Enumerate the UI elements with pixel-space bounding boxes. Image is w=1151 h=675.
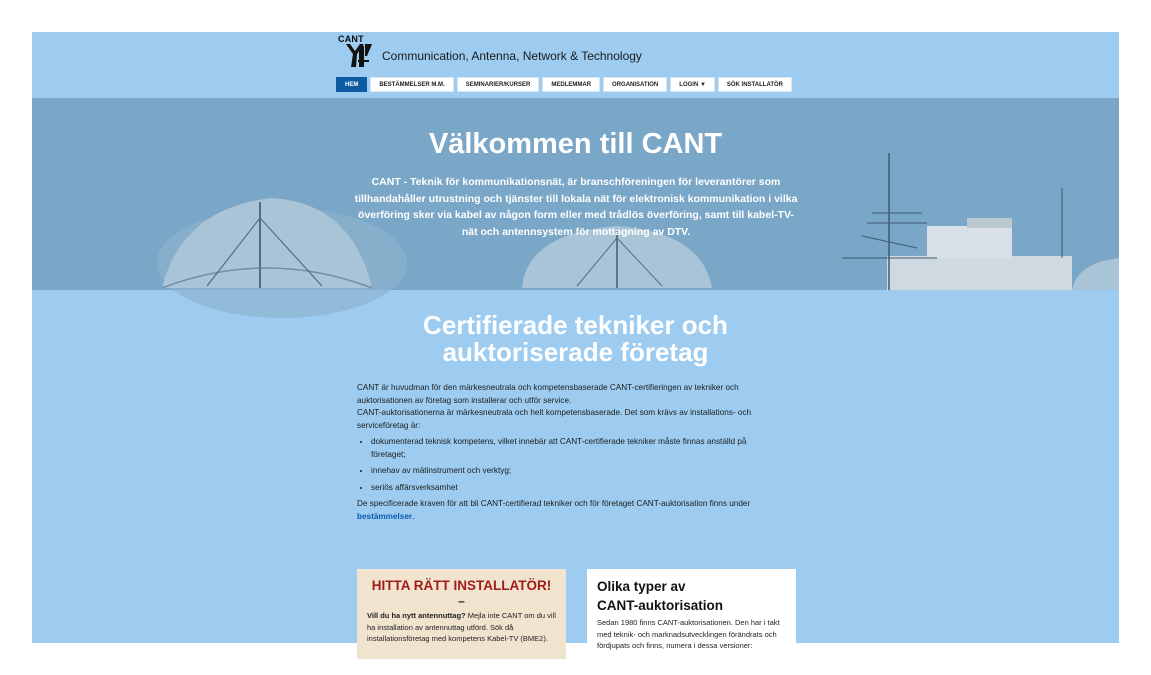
antenna-logo-icon: [338, 34, 378, 68]
auth-types-title-line2: CANT-auktorisation: [597, 598, 724, 613]
card-dash: –: [458, 594, 465, 608]
find-installer-title: HITTA RÄTT INSTALLATÖR!: [371, 578, 552, 593]
browser-viewport: [32, 32, 1119, 650]
paragraph-3: [357, 498, 777, 523]
hero-title: Välkommen till CANT: [428, 128, 723, 160]
section-title-line2: auktoriserade företag: [442, 337, 709, 367]
hero-banner: [32, 98, 1119, 290]
main-content: [32, 290, 1119, 650]
list-item: • dokumenterad teknisk kompetens, vilket innebär att CANT-certifierade tekniker måste finnas anställd på företaget;: [371, 436, 777, 461]
nav-item-bestammelser[interactable]: BESTÄMMELSER M.M.: [370, 77, 453, 92]
find-installer-lead: Vill du ha nytt antennuttag?: [367, 611, 466, 620]
paragraph-3-text: De specificerade kraven för att bli CANT-certifierad tekniker och för företaget CANT-auktorisation finns under: [357, 499, 751, 508]
auth-types-card[interactable]: [587, 569, 796, 659]
nav-item-hem[interactable]: HEM: [336, 77, 367, 92]
site-tagline: Communication, Antenna, Network & Technology: [382, 49, 642, 63]
requirements-list: [357, 436, 777, 494]
auth-types-title: [597, 577, 786, 615]
list-item: • innehav av mätinstrument och verktyg;: [371, 465, 777, 478]
auth-types-text: Sedan 1980 finns CANT-auktorisationen. Den har i takt med teknik- och marknadsutvecklingen förändrats och fördjupats och finns, numera i dessa versioner:: [597, 618, 780, 650]
list-item: • seriös affärsverksamhet: [371, 482, 777, 495]
cant-logo[interactable]: [338, 34, 380, 70]
main-nav: [336, 77, 792, 92]
logo-text: CANT: [338, 34, 364, 44]
find-installer-text: [367, 610, 556, 645]
section-title: [32, 312, 1119, 366]
find-installer-card[interactable]: [357, 569, 566, 659]
find-installer-body: Mejla inte CANT om du vill ha installation av antennuttag utförd. Sök då installationsföretag med kompetens Kabel-TV (BME2).: [367, 611, 556, 643]
nav-item-login[interactable]: LOGIN ▼: [670, 77, 715, 92]
paragraph-2: CANT-auktorisationerna är märkesneutrala och helt kompetensbaserade. Det som krävs av installations- och serviceföretag är:: [357, 408, 752, 430]
paragraph-1: CANT är huvudman för den märkesneutrala och kompetensbaserade CANT-certifieringen av tekniker och auktorisationen av företag som installerar och utför service.: [357, 383, 739, 405]
auth-types-title-line1: Olika typer av: [597, 579, 686, 594]
paragraph-3-suffix: .: [412, 511, 415, 521]
section-title-line1: Certifierade tekniker och: [423, 310, 728, 340]
nav-item-sok-installator[interactable]: SÖK INSTALLATÖR: [718, 77, 792, 92]
nav-item-medlemmar[interactable]: MEDLEMMAR: [542, 77, 600, 92]
hero-description: CANT - Teknik för kommunikationsnät, är branschföreningen för leverantörer som tillhandahåller utrustning och tjänster till lokala nät för elektronisk kommunikation i vilka överföring sker via kabel av någon form eller med trådlös överföring, samt till kabel-TV-nät och antennsystem för mottagning av DTV.: [354, 176, 798, 238]
bestammelser-link[interactable]: bestämmelser: [357, 511, 413, 521]
section-body: [357, 382, 777, 523]
site-header: [32, 32, 1119, 98]
nav-item-organisation[interactable]: ORGANISATION: [603, 77, 667, 92]
nav-item-seminarier[interactable]: SEMINARIER/KURSER: [457, 77, 540, 92]
